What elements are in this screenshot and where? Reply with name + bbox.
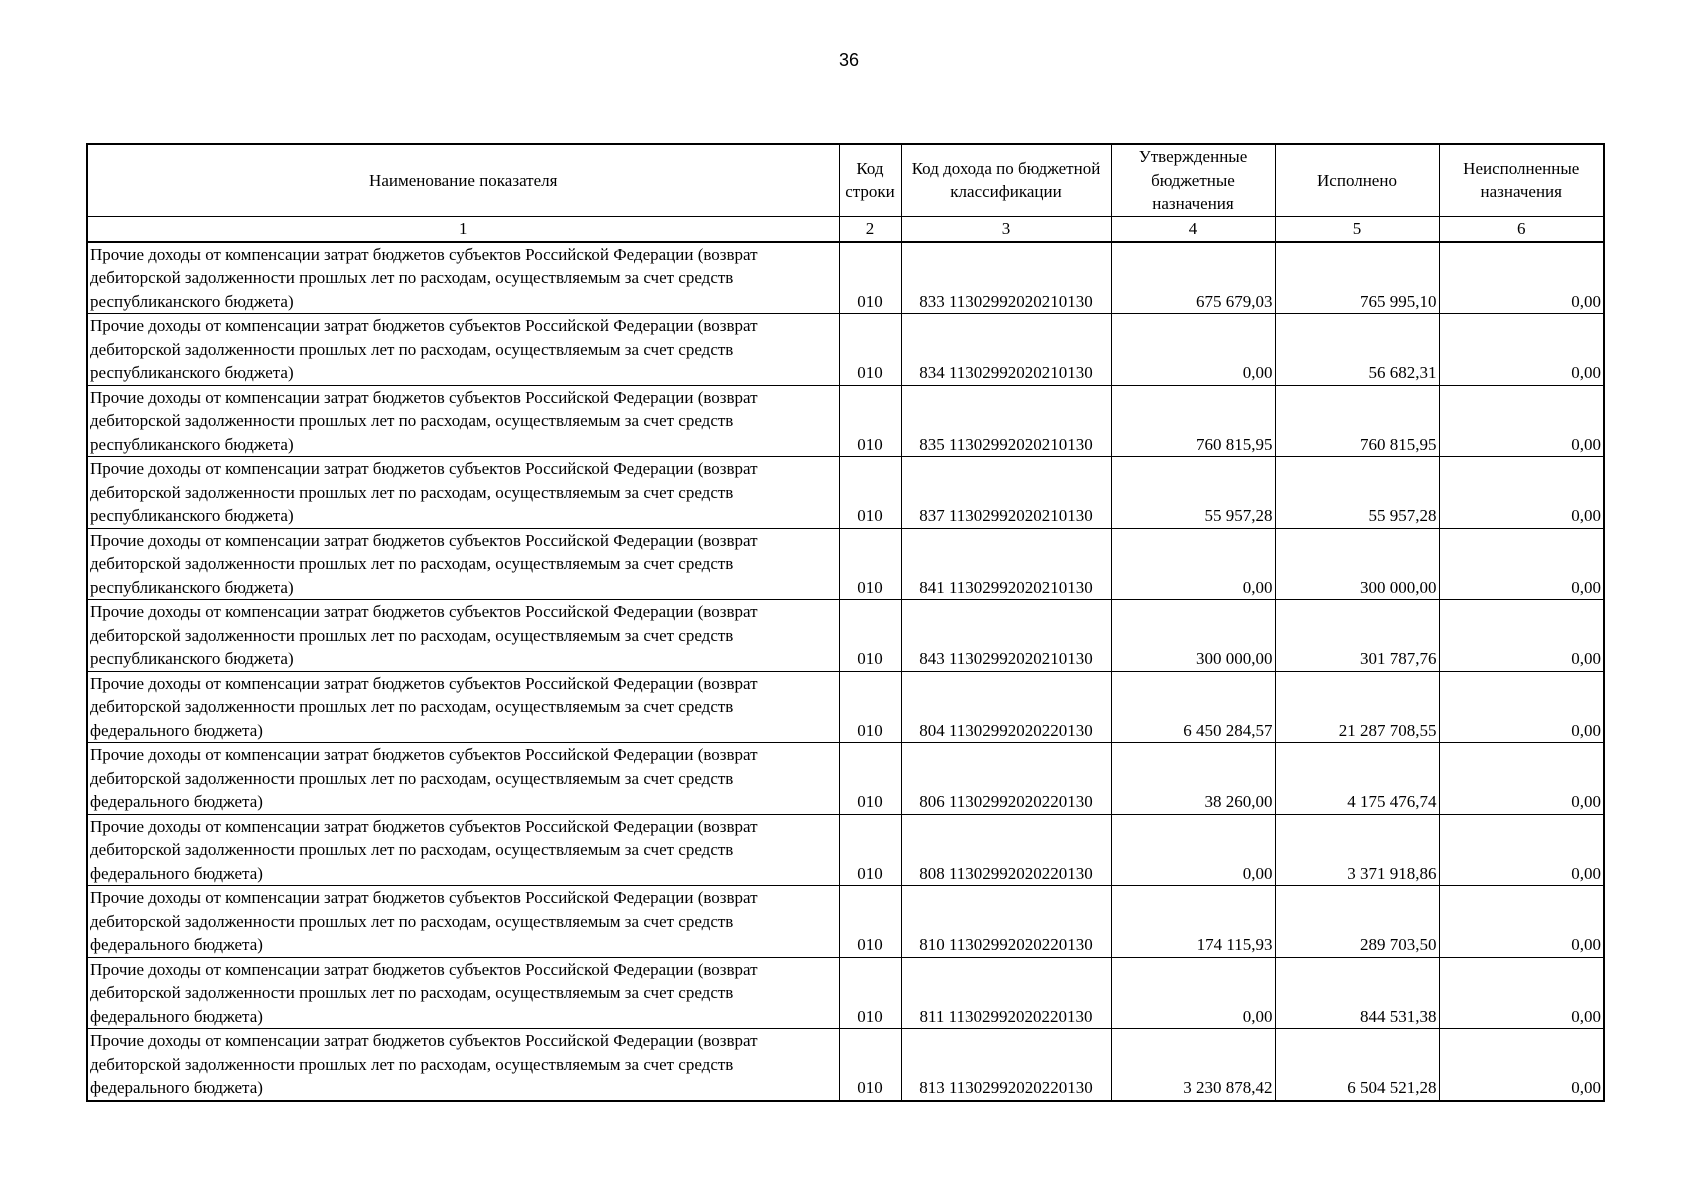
unexecuted-amount-cell: 0,00	[1439, 671, 1604, 743]
approved-amount-cell: 6 450 284,57	[1111, 671, 1275, 743]
table-row	[87, 886, 1604, 958]
income-code-cell: 843 11302992020210130	[901, 600, 1111, 672]
table-header-row	[87, 144, 1604, 216]
table-body	[87, 242, 1604, 1101]
approved-amount-cell: 675 679,03	[1111, 242, 1275, 314]
indicator-name-cell: Прочие доходы от компенсации затрат бюджетов субъектов Российской Федерации (возврат дебиторской задолженности прошлых лет по расходам, осуществляемым за счет средств федерального бюджета)	[87, 814, 839, 886]
line-code-cell: 010	[839, 242, 901, 314]
indicator-name-cell: Прочие доходы от компенсации затрат бюджетов субъектов Российской Федерации (возврат дебиторской задолженности прошлых лет по расходам, осуществляемым за счет средств федерального бюджета)	[87, 1029, 839, 1101]
indicator-name-cell: Прочие доходы от компенсации затрат бюджетов субъектов Российской Федерации (возврат дебиторской задолженности прошлых лет по расходам, осуществляемым за счет средств республиканского бюджета)	[87, 314, 839, 386]
income-code-cell: 811 11302992020220130	[901, 957, 1111, 1029]
table-row	[87, 671, 1604, 743]
executed-amount-cell: 6 504 521,28	[1275, 1029, 1439, 1101]
column-number: 5	[1275, 216, 1439, 242]
executed-amount-cell: 289 703,50	[1275, 886, 1439, 958]
unexecuted-amount-cell: 0,00	[1439, 457, 1604, 529]
line-code-cell: 010	[839, 814, 901, 886]
unexecuted-amount-cell: 0,00	[1439, 743, 1604, 815]
line-code-cell: 010	[839, 528, 901, 600]
unexecuted-amount-cell: 0,00	[1439, 528, 1604, 600]
table-row	[87, 743, 1604, 815]
table-row	[87, 457, 1604, 529]
income-code-cell: 804 11302992020220130	[901, 671, 1111, 743]
header-executed: Исполнено	[1275, 144, 1439, 216]
header-indicator-name: Наименование показателя	[87, 144, 839, 216]
executed-amount-cell: 765 995,10	[1275, 242, 1439, 314]
executed-amount-cell: 3 371 918,86	[1275, 814, 1439, 886]
approved-amount-cell: 760 815,95	[1111, 385, 1275, 457]
indicator-name-cell: Прочие доходы от компенсации затрат бюджетов субъектов Российской Федерации (возврат дебиторской задолженности прошлых лет по расходам, осуществляемым за счет средств республиканского бюджета)	[87, 528, 839, 600]
line-code-cell: 010	[839, 957, 901, 1029]
approved-amount-cell: 0,00	[1111, 814, 1275, 886]
column-number: 4	[1111, 216, 1275, 242]
line-code-cell: 010	[839, 600, 901, 672]
executed-amount-cell: 4 175 476,74	[1275, 743, 1439, 815]
budget-income-table	[86, 143, 1605, 1102]
unexecuted-amount-cell: 0,00	[1439, 1029, 1604, 1101]
unexecuted-amount-cell: 0,00	[1439, 600, 1604, 672]
line-code-cell: 010	[839, 385, 901, 457]
header-approved: Утвержденные бюджетные назначения	[1111, 144, 1275, 216]
executed-amount-cell: 844 531,38	[1275, 957, 1439, 1029]
indicator-name-cell: Прочие доходы от компенсации затрат бюджетов субъектов Российской Федерации (возврат дебиторской задолженности прошлых лет по расходам, осуществляемым за счет средств федерального бюджета)	[87, 957, 839, 1029]
page-number: 36	[838, 50, 860, 70]
approved-amount-cell: 0,00	[1111, 957, 1275, 1029]
approved-amount-cell: 300 000,00	[1111, 600, 1275, 672]
executed-amount-cell: 300 000,00	[1275, 528, 1439, 600]
indicator-name-cell: Прочие доходы от компенсации затрат бюджетов субъектов Российской Федерации (возврат дебиторской задолженности прошлых лет по расходам, осуществляемым за счет средств федерального бюджета)	[87, 671, 839, 743]
unexecuted-amount-cell: 0,00	[1439, 242, 1604, 314]
executed-amount-cell: 21 287 708,55	[1275, 671, 1439, 743]
header-line-code: Код строки	[839, 144, 901, 216]
line-code-cell: 010	[839, 671, 901, 743]
executed-amount-cell: 760 815,95	[1275, 385, 1439, 457]
table-row	[87, 528, 1604, 600]
indicator-name-cell: Прочие доходы от компенсации затрат бюджетов субъектов Российской Федерации (возврат дебиторской задолженности прошлых лет по расходам, осуществляемым за счет средств республиканского бюджета)	[87, 457, 839, 529]
income-code-cell: 834 11302992020210130	[901, 314, 1111, 386]
line-code-cell: 010	[839, 314, 901, 386]
column-number-row	[87, 216, 1604, 242]
approved-amount-cell: 3 230 878,42	[1111, 1029, 1275, 1101]
line-code-cell: 010	[839, 743, 901, 815]
header-unexecuted: Неисполненные назначения	[1439, 144, 1604, 216]
column-number: 3	[901, 216, 1111, 242]
approved-amount-cell: 38 260,00	[1111, 743, 1275, 815]
unexecuted-amount-cell: 0,00	[1439, 886, 1604, 958]
line-code-cell: 010	[839, 1029, 901, 1101]
executed-amount-cell: 56 682,31	[1275, 314, 1439, 386]
table-row	[87, 600, 1604, 672]
table-row	[87, 242, 1604, 314]
header-income-code: Код дохода по бюджетной классификации	[901, 144, 1111, 216]
approved-amount-cell: 174 115,93	[1111, 886, 1275, 958]
indicator-name-cell: Прочие доходы от компенсации затрат бюджетов субъектов Российской Федерации (возврат дебиторской задолженности прошлых лет по расходам, осуществляемым за счет средств республиканского бюджета)	[87, 385, 839, 457]
income-code-cell: 808 11302992020220130	[901, 814, 1111, 886]
table-row	[87, 385, 1604, 457]
table-row	[87, 1029, 1604, 1101]
income-code-cell: 806 11302992020220130	[901, 743, 1111, 815]
income-code-cell: 810 11302992020220130	[901, 886, 1111, 958]
indicator-name-cell: Прочие доходы от компенсации затрат бюджетов субъектов Российской Федерации (возврат дебиторской задолженности прошлых лет по расходам, осуществляемым за счет средств республиканского бюджета)	[87, 600, 839, 672]
income-code-cell: 835 11302992020210130	[901, 385, 1111, 457]
income-code-cell: 813 11302992020220130	[901, 1029, 1111, 1101]
column-number: 6	[1439, 216, 1604, 242]
approved-amount-cell: 0,00	[1111, 314, 1275, 386]
column-number: 2	[839, 216, 901, 242]
table-row	[87, 314, 1604, 386]
line-code-cell: 010	[839, 457, 901, 529]
column-number: 1	[87, 216, 839, 242]
income-code-cell: 837 11302992020210130	[901, 457, 1111, 529]
unexecuted-amount-cell: 0,00	[1439, 957, 1604, 1029]
unexecuted-amount-cell: 0,00	[1439, 385, 1604, 457]
table-row	[87, 957, 1604, 1029]
income-code-cell: 841 11302992020210130	[901, 528, 1111, 600]
approved-amount-cell: 0,00	[1111, 528, 1275, 600]
unexecuted-amount-cell: 0,00	[1439, 814, 1604, 886]
table-row	[87, 814, 1604, 886]
executed-amount-cell: 55 957,28	[1275, 457, 1439, 529]
line-code-cell: 010	[839, 886, 901, 958]
indicator-name-cell: Прочие доходы от компенсации затрат бюджетов субъектов Российской Федерации (возврат дебиторской задолженности прошлых лет по расходам, осуществляемым за счет средств федерального бюджета)	[87, 743, 839, 815]
executed-amount-cell: 301 787,76	[1275, 600, 1439, 672]
approved-amount-cell: 55 957,28	[1111, 457, 1275, 529]
indicator-name-cell: Прочие доходы от компенсации затрат бюджетов субъектов Российской Федерации (возврат дебиторской задолженности прошлых лет по расходам, осуществляемым за счет средств республиканского бюджета)	[87, 242, 839, 314]
unexecuted-amount-cell: 0,00	[1439, 314, 1604, 386]
indicator-name-cell: Прочие доходы от компенсации затрат бюджетов субъектов Российской Федерации (возврат дебиторской задолженности прошлых лет по расходам, осуществляемым за счет средств федерального бюджета)	[87, 886, 839, 958]
income-code-cell: 833 11302992020210130	[901, 242, 1111, 314]
